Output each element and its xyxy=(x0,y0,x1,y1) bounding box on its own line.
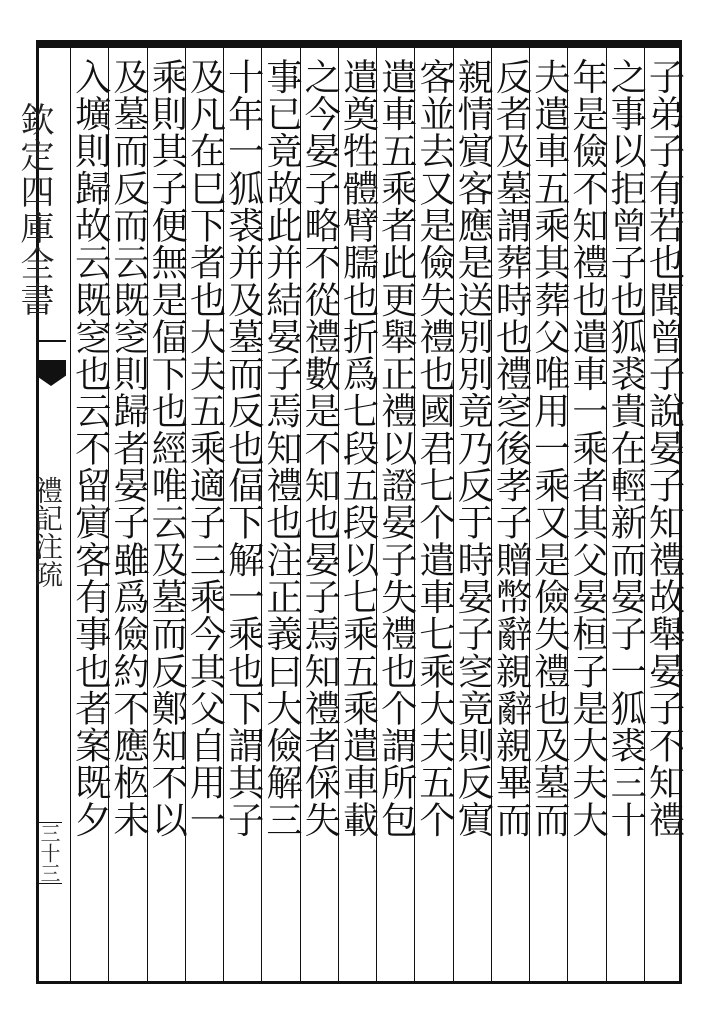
text-column-9 xyxy=(337,48,380,984)
column-text: 入壙則歸故云既窆也云不留賔客有事也者案既夕 xyxy=(69,58,113,839)
book-title: 欽定四庫全書 xyxy=(14,102,54,318)
text-column-1 xyxy=(643,48,686,984)
column-text: 及墓而反而云既窆則歸者晏子雖爲儉約不應柩未 xyxy=(107,58,151,839)
column-text: 乘則其子便無是偪下也經唯云及墓而反鄭知不以 xyxy=(145,58,189,839)
column-text: 及凡在巳下者也大夫五乘適子三乘今其父自用一 xyxy=(184,58,227,839)
text-column-2 xyxy=(604,48,648,984)
text-column-5 xyxy=(490,48,533,984)
column-text: 反者及墓謂葬時也禮窆後孝子贈幣辭親辭親畢而 xyxy=(490,58,533,839)
text-column-11 xyxy=(260,48,304,984)
text-column-13 xyxy=(184,48,227,984)
column-text: 十年一狐裘并及墓而反也偪下解一乘也下謂其子 xyxy=(222,58,266,839)
spine-divider xyxy=(36,340,66,342)
column-text: 客並去又是儉失禮也國君七个遣車七乘大夫五个 xyxy=(413,58,457,839)
page-number: 三十三 xyxy=(37,823,61,883)
section-title: 禮記注疏 xyxy=(31,476,64,588)
text-column-7 xyxy=(413,48,457,984)
text-column-10 xyxy=(298,48,342,984)
text-columns xyxy=(69,48,686,984)
column-text: 夫遣車五乘其葬父唯用一乘又是儉失禮也及墓而 xyxy=(528,58,572,839)
text-column-12 xyxy=(222,48,266,984)
text-column-3 xyxy=(566,48,610,984)
column-text: 事已竟故此并結晏子焉知禮也注正義曰大儉解三 xyxy=(260,58,304,839)
text-column-16 xyxy=(69,48,113,984)
column-text: 遣奠牲體臂臑也折爲七段五段以七乘五乘遣車載 xyxy=(337,58,380,839)
text-column-8 xyxy=(375,48,419,984)
column-text: 年是儉不知禮也遣車一乘者其父晏桓子是大夫大 xyxy=(566,58,610,839)
text-column-14 xyxy=(145,48,189,984)
text-column-15 xyxy=(107,48,151,984)
fish-tail-mark-icon xyxy=(36,360,66,386)
column-text: 子弟子有若也聞曾子說晏子知禮故舉晏子不知禮 xyxy=(643,58,686,839)
text-column-4 xyxy=(528,48,572,984)
margin-spine xyxy=(0,44,70,984)
column-text: 遣車五乘者此更舉正禮以證晏子失禮也个謂所包 xyxy=(375,58,419,839)
column-text: 之今晏子略不從禮數是不知也晏子焉知禮者倸失 xyxy=(298,58,342,839)
column-text: 親情賔客應是送別別竟乃反于時晏子窆竟則反賔 xyxy=(451,58,495,839)
column-text: 之事以拒曾子也狐裘貴在輕新而晏子一狐裘三十 xyxy=(604,58,648,839)
text-column-6 xyxy=(451,48,495,984)
